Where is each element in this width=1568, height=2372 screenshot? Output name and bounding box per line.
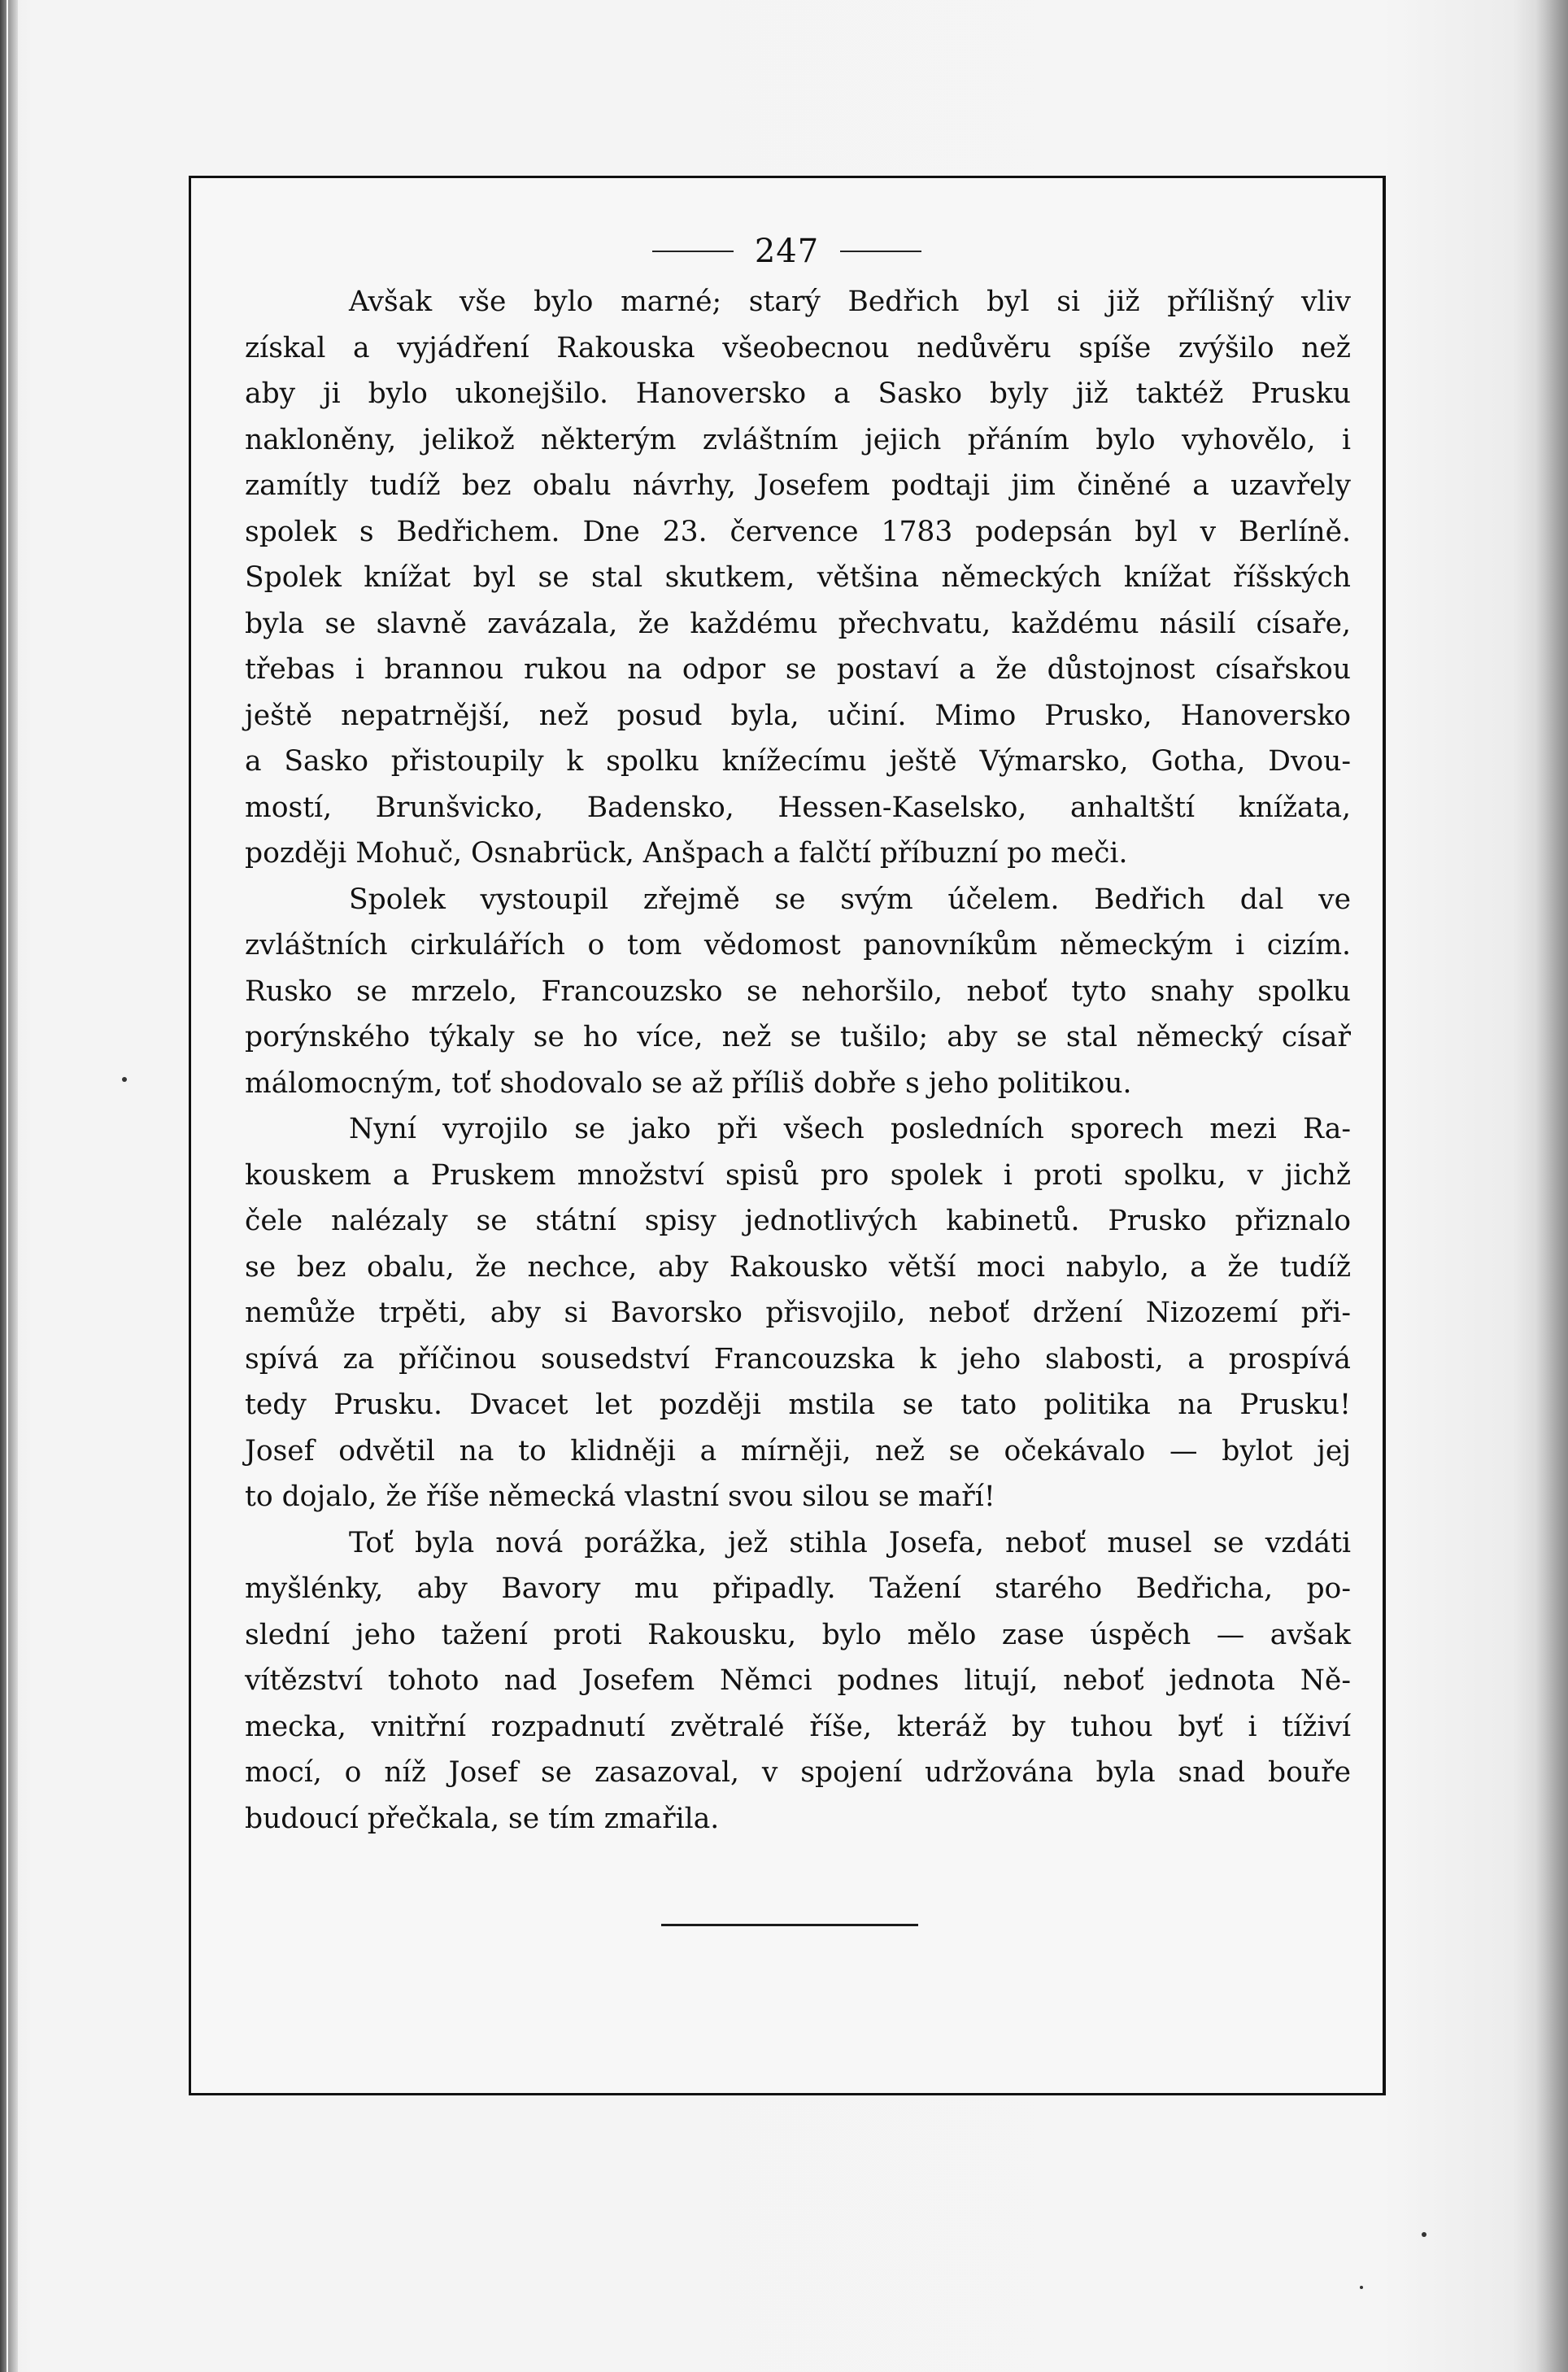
scan-speck	[122, 1077, 127, 1082]
text-line: tedy Prusku. Dvacet let později mstila se tato politika na Prusku!	[245, 1389, 1351, 1421]
text-line: spolek s Bedřichem. Dne 23. července 1783 podepsán byl v Berlíně.	[245, 515, 1351, 548]
text-line: porýnského týkaly se ho více, než se tušilo; aby se stal německý císař	[245, 1021, 1351, 1053]
header-rule-left	[652, 251, 734, 252]
text-line: nemůže trpěti, aby si Bavorsko přisvojilo, neboť držení Nizozemí při-	[245, 1297, 1351, 1329]
text-line: slední jeho tažení proti Rakousku, bylo mělo zase úspěch — avšak	[245, 1618, 1351, 1651]
text-line: Spolek knížat byl se stal skutkem, většina německých knížat říšských	[245, 561, 1351, 594]
text-line: Spolek vystoupil zřejmě se svým účelem. Bedřich dal ve	[349, 883, 1351, 916]
text-line: kouskem a Pruskem množství spisů pro spolek i proti spolku, v jichž	[245, 1158, 1351, 1192]
closing-rule	[661, 1924, 918, 1926]
text-line: nakloněny, jelikož některým zvláštním jejich přáním bylo vyhovělo, i	[245, 423, 1351, 456]
text-line: Toť byla nová porážka, jež stihla Josefa, neboť musel se vzdáti	[349, 1526, 1351, 1559]
body-text	[245, 279, 1351, 1842]
text-line: vítězství tohoto nad Josefem Němci podnes litují, neboť jednota Ně-	[245, 1664, 1351, 1697]
text-line: spívá za příčinou sousedství Francouzska k jeho slabosti, a prospívá	[245, 1342, 1351, 1376]
text-line: to dojalo, že říše německá vlastní svou silou se maří!	[245, 1480, 995, 1513]
text-line: myšlénky, aby Bavory mu připadly. Tažení starého Bedřicha, po-	[245, 1572, 1351, 1605]
text-line: čele nalézaly se státní spisy jednotlivých kabinetů. Prusko přiznalo	[245, 1205, 1351, 1237]
text-line: mocí, o níž Josef se zasazoval, v spojení udržována byla snad bouře	[245, 1756, 1351, 1789]
text-line: se bez obalu, že nechce, aby Rakousko větší moci nabylo, a že tudíž	[245, 1250, 1351, 1284]
text-line: málomocným, toť shodovalo se až příliš dobře s jeho politikou.	[245, 1066, 1132, 1100]
page-frame	[189, 176, 1386, 2095]
text-line: aby ji bylo ukonejšilo. Hanoversko a Sasko byly již taktéž Prusku	[245, 377, 1351, 410]
paragraph-4	[245, 1520, 1351, 1842]
text-line: ještě nepatrnější, než posud byla, učiní. Mimo Prusko, Hanoversko	[245, 699, 1351, 732]
paragraph-3	[245, 1106, 1351, 1520]
scan-speck	[1422, 2232, 1426, 2237]
text-line: Nyní vyrojilo se jako při všech posledních sporech mezi Ra-	[349, 1113, 1351, 1145]
text-line: později Mohuč, Osnabrück, Anšpach a falčtí příbuzní po meči.	[245, 837, 1128, 870]
text-line: Avšak vše bylo marné; starý Bedřich byl si již přílišný vliv	[349, 286, 1351, 318]
header-rule-right	[840, 251, 921, 252]
text-line: mecka, vnitřní rozpadnutí zvětralé říše, kteráž by tuhou byť i tíživí	[245, 1710, 1351, 1743]
text-line: Josef odvětil na to klidněji a mírněji, než se očekávalo — bylot jej	[245, 1434, 1351, 1467]
paragraph-2	[245, 877, 1351, 1107]
text-line: budoucí přečkala, se tím zmařila.	[245, 1802, 720, 1835]
paragraph-1	[245, 279, 1351, 877]
text-line: mostí, Brunšvicko, Badensko, Hessen-Kaselsko, anhaltští knížata,	[245, 791, 1351, 824]
text-line: zvláštních cirkulářích o tom vědomost panovníkům německým i cizím.	[245, 929, 1351, 961]
text-line: byla se slavně zavázala, že každému přechvatu, každému násilí císaře,	[245, 607, 1351, 640]
text-line: a Sasko přistoupily k spolku knížecímu ještě Výmarsko, Gotha, Dvou-	[245, 745, 1351, 778]
text-line: získal a vyjádření Rakouska všeobecnou nedůvěru spíše zvýšilo než	[245, 331, 1351, 364]
text-line: Rusko se mrzelo, Francouzsko se nehoršilo, neboť tyto snahy spolku	[245, 975, 1351, 1008]
page-header	[191, 227, 1383, 276]
previous-page-edge	[0, 0, 18, 2372]
binding-shadow	[1535, 0, 1568, 2372]
page-number: 247	[754, 233, 820, 270]
scan-speck	[1360, 2286, 1363, 2289]
text-line: třebas i brannou rukou na odpor se postaví a že důstojnost císařskou	[245, 653, 1351, 686]
text-line: zamítly tudíž bez obalu návrhy, Josefem podtaji jim činěné a uzavřely	[245, 469, 1351, 502]
